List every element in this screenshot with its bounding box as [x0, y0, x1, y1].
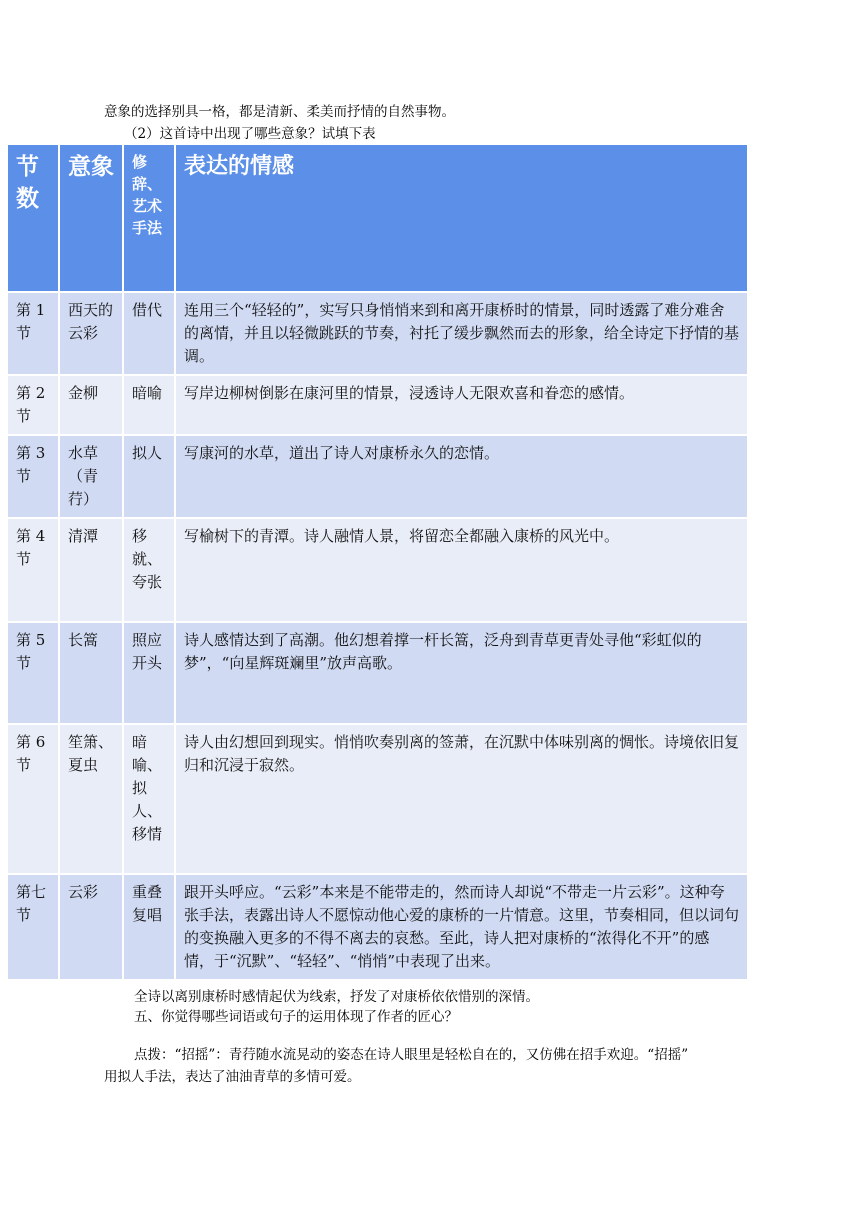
cell-emotion: 诗人感情达到了高潮。他幻想着撑一杆长篙，泛舟到青草更青处寻他“彩虹似的梦”，“向星辉斑斓里”放声高歌。 [176, 623, 747, 723]
hint-line-1: 点拨：“招摇”：青荇随水流晃动的姿态在诗人眼里是轻松自在的，又仿佛在招手欢迎。“招摇” [134, 1047, 689, 1063]
cell-section: 第七节 [8, 875, 58, 979]
cell-section: 第 1 节 [8, 293, 58, 374]
table-row [8, 376, 747, 434]
header-imagery: 意象 [60, 145, 122, 291]
table-row [8, 725, 747, 873]
cell-emotion: 连用三个“轻轻的”，实写只身悄悄来到和离开康桥时的情景，同时透露了难分难舍的离情，并且以轻微跳跃的节奏，衬托了缓步飘然而去的形象，给全诗定下抒情的基调。 [176, 293, 747, 374]
hint-line-2: 用拟人手法，表达了油油青草的多情可爱。 [104, 1069, 361, 1085]
cell-imagery: 西天的云彩 [60, 293, 122, 374]
cell-imagery: 云彩 [60, 875, 122, 979]
cell-imagery: 笙箫、夏虫 [60, 725, 122, 873]
table-header-row [8, 145, 747, 291]
table-row [8, 519, 747, 621]
cell-emotion: 写康河的水草，道出了诗人对康桥永久的恋情。 [176, 436, 747, 517]
cell-device: 照应开头 [124, 623, 174, 723]
question-5-text: 五、你觉得哪些词语或句子的运用体现了作者的匠心？ [134, 1009, 458, 1025]
cell-imagery: 长篙 [60, 623, 122, 723]
summary-text: 全诗以离别康桥时感情起伏为线索，抒发了对康桥依依惜别的深情。 [134, 989, 539, 1005]
table-row [8, 623, 747, 723]
cell-section: 第 6 节 [8, 725, 58, 873]
cell-device: 借代 [124, 293, 174, 374]
header-emotion: 表达的情感 [176, 145, 747, 291]
cell-device: 拟人 [124, 436, 174, 517]
cell-device: 暗喻 [124, 376, 174, 434]
cell-section: 第 5 节 [8, 623, 58, 723]
cell-imagery: 清潭 [60, 519, 122, 621]
header-device: 修辞、艺术手法 [124, 145, 174, 291]
cell-device: 暗喻、拟人、移情 [124, 725, 174, 873]
cell-emotion: 跟开头呼应。“云彩”本来是不能带走的，然而诗人却说“不带走一片云彩”。这种夸张手法，表露出诗人不愿惊动他心爱的康桥的一片情意。这里，节奏相同，但以词句的变换融入更多的不得不离去的哀愁。至此，诗人把对康桥的“浓得化不开”的感情，于“沉默”、“轻轻”、“悄悄”中表现了出来。 [176, 875, 747, 979]
imagery-table [6, 143, 749, 981]
cell-imagery: 金柳 [60, 376, 122, 434]
cell-emotion: 写榆树下的青潭。诗人融情人景，将留恋全都融入康桥的风光中。 [176, 519, 747, 621]
cell-emotion: 写岸边柳树倒影在康河里的情景，浸透诗人无限欢喜和眷恋的感情。 [176, 376, 747, 434]
cell-section: 第 3 节 [8, 436, 58, 517]
cell-section: 第 4 节 [8, 519, 58, 621]
cell-section: 第 2 节 [8, 376, 58, 434]
cell-device: 移就、夸张 [124, 519, 174, 621]
table-row [8, 875, 747, 979]
cell-emotion: 诗人由幻想回到现实。悄悄吹奏别离的签萧，在沉默中体味别离的惆怅。诗境依旧复归和沉浸于寂然。 [176, 725, 747, 873]
table-row [8, 436, 747, 517]
cell-imagery: 水草（青荇） [60, 436, 122, 517]
cell-device: 重叠复唱 [124, 875, 174, 979]
question-2-text: （2）这首诗中出现了哪些意象？试填下表 [124, 126, 376, 142]
table-row [8, 293, 747, 374]
intro-text: 意象的选择别具一格，都是清新、柔美而抒情的自然事物。 [104, 104, 455, 120]
header-section: 节数 [8, 145, 58, 291]
